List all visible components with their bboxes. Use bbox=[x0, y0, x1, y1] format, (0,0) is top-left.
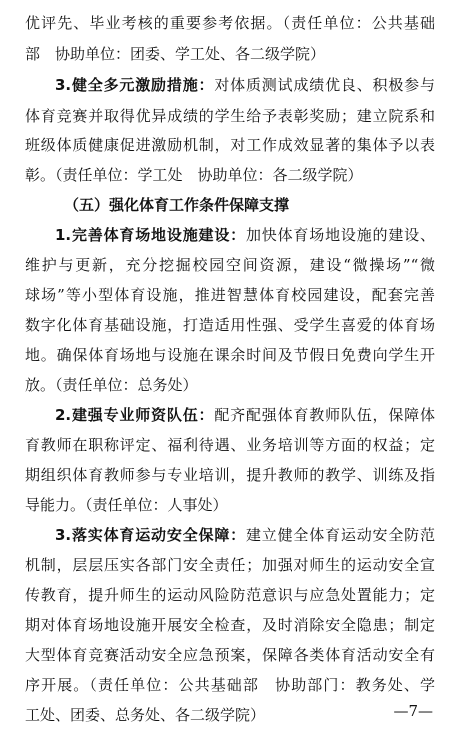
item-line: 3.健全多元激励措施：对体质测试成绩优良、积极参与 bbox=[55, 76, 435, 94]
body-line: 导能力。（责任单位：人事处） bbox=[25, 496, 228, 514]
body-line: 优评先、毕业考核的重要参考依据。（责任单位：公共基础 bbox=[25, 14, 435, 32]
item-heading: 3.健全多元激励措施： bbox=[55, 76, 215, 94]
body-line: 地。确保体育场地与设施在课余时间及节假日免费向学生开 bbox=[25, 346, 435, 364]
section-heading: （五）强化体育工作条件保障支撑 bbox=[64, 196, 290, 214]
body-line: 体育竞赛并取得优异成绩的学生给予表彰奖励；建立院系和 bbox=[25, 107, 435, 125]
item-line: 2.建强专业师资队伍：配齐配强体育教师队伍，保障体 bbox=[55, 406, 435, 424]
body-line: 大型体育竞赛活动安全应急预案，保障各类体育活动安全有 bbox=[25, 646, 435, 664]
body-line: 序开展。（责任单位：公共基础部 协助部门：教务处、学 bbox=[25, 676, 435, 694]
item-heading: 2.建强专业师资队伍： bbox=[55, 406, 215, 424]
body-line: 传教育，提升师生的运动风险防范意识与应急处置能力；定 bbox=[25, 586, 435, 604]
body-line: 维护与更新，充分挖掘校园空间资源，建设“微操场”“微 bbox=[25, 256, 435, 274]
item-line: 3.落实体育运动安全保障：建立健全体育运动安全防范 bbox=[55, 526, 435, 544]
body-line: 工处、团委、总务处、各二级学院） bbox=[25, 706, 266, 724]
body-line: 放。（责任单位：总务处） bbox=[25, 376, 198, 394]
item-heading: 3.落实体育运动安全保障： bbox=[55, 526, 246, 544]
body-line: 期组织体育教师参与专业培训，提升教师的教学、训练及指 bbox=[25, 466, 435, 484]
body-line: 期对体育场地设施开展安全检查，及时消除安全隐患；制定 bbox=[25, 616, 435, 634]
body-line: 部 协助单位：团委、学工处、各二级学院） bbox=[25, 45, 326, 63]
page-number: —7— bbox=[393, 702, 433, 720]
body-line: 育教师在职称评定、福利待遇、业务培训等方面的权益；定 bbox=[25, 436, 435, 454]
body-line: 班级体质健康促进激励机制，对工作成效显著的集体予以表 bbox=[25, 136, 435, 154]
body-line: 彰。（责任单位：学工处 协助单位：各二级学院） bbox=[25, 166, 363, 184]
item-heading: 1.完善体育场地设施建设： bbox=[55, 226, 246, 244]
body-line: 数字化体育基础设施，打造适用性强、受学生喜爱的体育场 bbox=[25, 316, 435, 334]
body-line: 球场”等小型体育设施，推进智慧体育校园建设，配套完善 bbox=[25, 286, 435, 304]
body-line: 机制，层层压实各部门安全责任；加强对师生的运动安全宣 bbox=[25, 556, 435, 574]
item-line: 1.完善体育场地设施建设：加快体育场地设施的建设、 bbox=[55, 226, 435, 244]
